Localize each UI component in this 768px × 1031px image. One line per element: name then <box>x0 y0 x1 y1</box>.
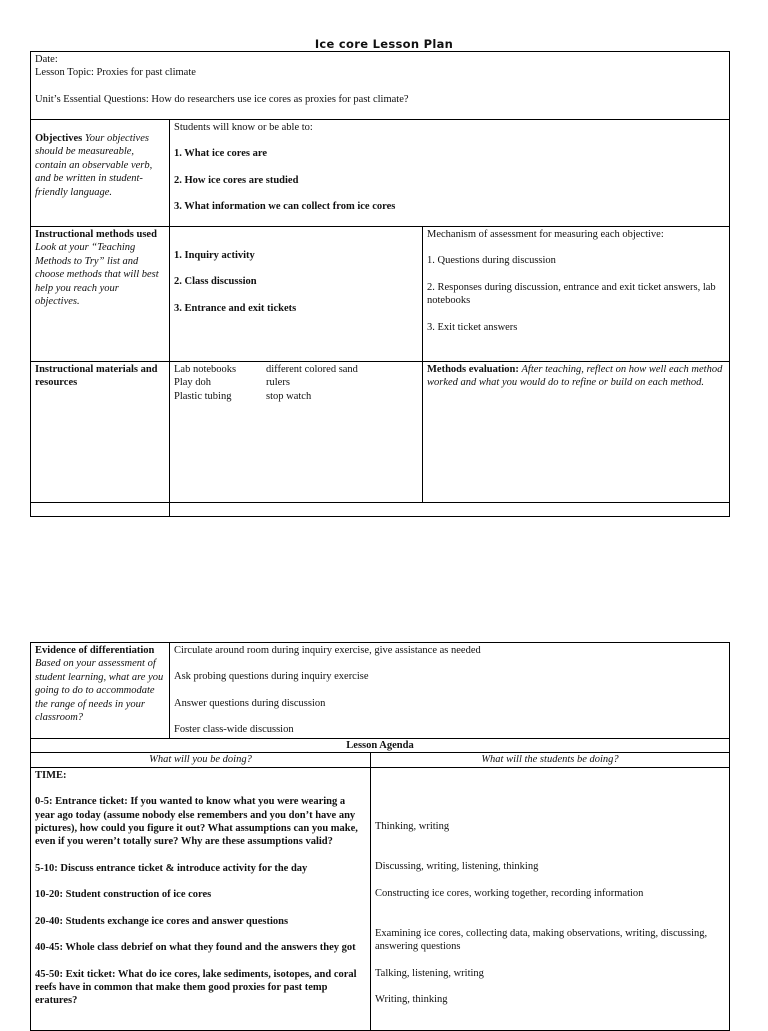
agenda-teacher-item: 45-50: Exit ticket: What do ice cores, lake sediments, isotopes, and coral reefs have in common that make them good proxies for past temp eratures? <box>35 968 357 1007</box>
empty-cell <box>31 503 170 517</box>
differentiation-item: Ask probing questions during inquiry exercise <box>174 671 369 683</box>
evaluation-label: Methods evaluation: <box>427 364 519 375</box>
objectives-content-cell <box>170 120 730 227</box>
agenda-teacher-item: 40-45: Whole class debrief on what they found and the answers they got <box>35 942 356 954</box>
assessment-item: 1. Questions during discussion <box>427 255 556 267</box>
lesson-topic: Lesson Topic: Proxies for past climate <box>35 67 196 79</box>
objectives-intro: Students will know or be able to: <box>174 122 313 133</box>
method-item: 1. Inquiry activity <box>174 250 255 261</box>
agenda-teacher-cell <box>31 767 371 1030</box>
agenda-student-item: Writing, thinking <box>375 994 448 1006</box>
objectives-label: Objectives <box>35 133 83 144</box>
differentiation-hint: Based on your assessment of student learning, what are you going to do to accommodate the range of needs in your classroom? <box>35 658 164 724</box>
material-item: Play doh <box>174 377 212 389</box>
page-title: Ice core Lesson Plan <box>314 37 454 51</box>
agenda-teacher-item: 20-40: Students exchange ice cores and answer questions <box>35 915 289 927</box>
agenda-student-item: Constructing ice cores, working together, recording information <box>375 887 644 899</box>
objective-item: 3. What information we can collect from ice cores <box>174 201 396 213</box>
empty-cell <box>170 503 730 517</box>
materials-row <box>174 376 418 389</box>
agenda-teacher-header: What will you be doing? <box>31 753 371 767</box>
differentiation-agenda-table <box>30 642 730 1031</box>
differentiation-label-cell <box>31 643 170 739</box>
evaluation-cell <box>423 362 730 503</box>
differentiation-item: Answer questions during discussion <box>174 697 326 709</box>
evaluation-hint: After teaching, reflect on how well each method worked and what you would do to refine or build on each method. <box>427 364 723 389</box>
assessment-cell <box>423 227 730 362</box>
objectives-label-cell <box>31 120 170 227</box>
materials-content-cell <box>170 362 423 503</box>
agenda-student-item: Thinking, writing <box>375 820 450 832</box>
materials-label-cell <box>31 362 170 503</box>
assessment-item: 2. Responses during discussion, entrance and exit ticket answers, lab notebooks <box>427 281 716 307</box>
material-item: different colored sand <box>266 364 358 375</box>
method-item: 2. Class discussion <box>174 276 257 288</box>
agenda-student-item: Discussing, writing, listening, thinking <box>375 861 539 873</box>
objective-item: 1. What ice cores are <box>174 148 268 160</box>
lesson-plan-table <box>30 51 730 517</box>
materials-row <box>174 363 418 376</box>
methods-hint: Look at your “Teaching Methods to Try” list and choose methods that will best help you reach your objectives. <box>35 242 159 308</box>
agenda-time-label: TIME: <box>35 769 67 781</box>
agenda-teacher-item: 0-5: Entrance ticket: If you wanted to know what you were wearing a year ago today (assume nobody else remembers and you don’t have any pictures), how could you figure it out? What assumptions can you make, even if you weren’t totally sure? Why are these assumptions valid? <box>35 796 358 848</box>
agenda-teacher-item: 10-20: Student construction of ice cores <box>35 889 212 901</box>
differentiation-item: Circulate around room during inquiry exercise, give assistance as needed <box>174 645 481 656</box>
material-item: Plastic tubing <box>174 390 232 402</box>
objective-item: 2. How ice cores are studied <box>174 174 299 186</box>
methods-content-cell <box>170 227 423 362</box>
method-item: 3. Entrance and exit tickets <box>174 302 297 314</box>
materials-label: Instructional materials and resources <box>35 364 158 389</box>
differentiation-item: Foster class-wide discussion <box>174 724 294 736</box>
agenda-student-item: Talking, listening, writing <box>375 967 484 979</box>
material-item: stop watch <box>266 390 312 402</box>
agenda-students-cell <box>371 767 730 1030</box>
objectives-hint: Your objectives should be measureable, contain an observable verb, and be written in student-friendly language. <box>35 133 153 198</box>
agenda-students-header: What will the students be doing? <box>371 753 730 767</box>
methods-label-cell <box>31 227 170 362</box>
materials-row <box>174 390 418 403</box>
agenda-title: Lesson Agenda <box>31 738 730 752</box>
differentiation-label: Evidence of differentiation <box>35 645 155 656</box>
essential-question: Unit’s Essential Questions: How do researchers use ice cores as proxies for past climate? <box>35 93 409 105</box>
date-label: Date: <box>35 54 58 65</box>
assessment-title: Mechanism of assessment for measuring each objective: <box>427 229 664 240</box>
assessment-item: 3. Exit ticket answers <box>427 321 518 333</box>
agenda-student-item: Examining ice cores, collecting data, making observations, writing, discussing, answering questions <box>375 927 708 953</box>
material-item: rulers <box>266 377 290 389</box>
methods-label: Instructional methods used <box>35 229 157 240</box>
differentiation-content-cell <box>170 643 730 739</box>
agenda-teacher-item: 5-10: Discuss entrance ticket & introduce activity for the day <box>35 862 308 874</box>
material-item: Lab notebooks <box>174 364 237 375</box>
header-cell <box>31 52 730 120</box>
